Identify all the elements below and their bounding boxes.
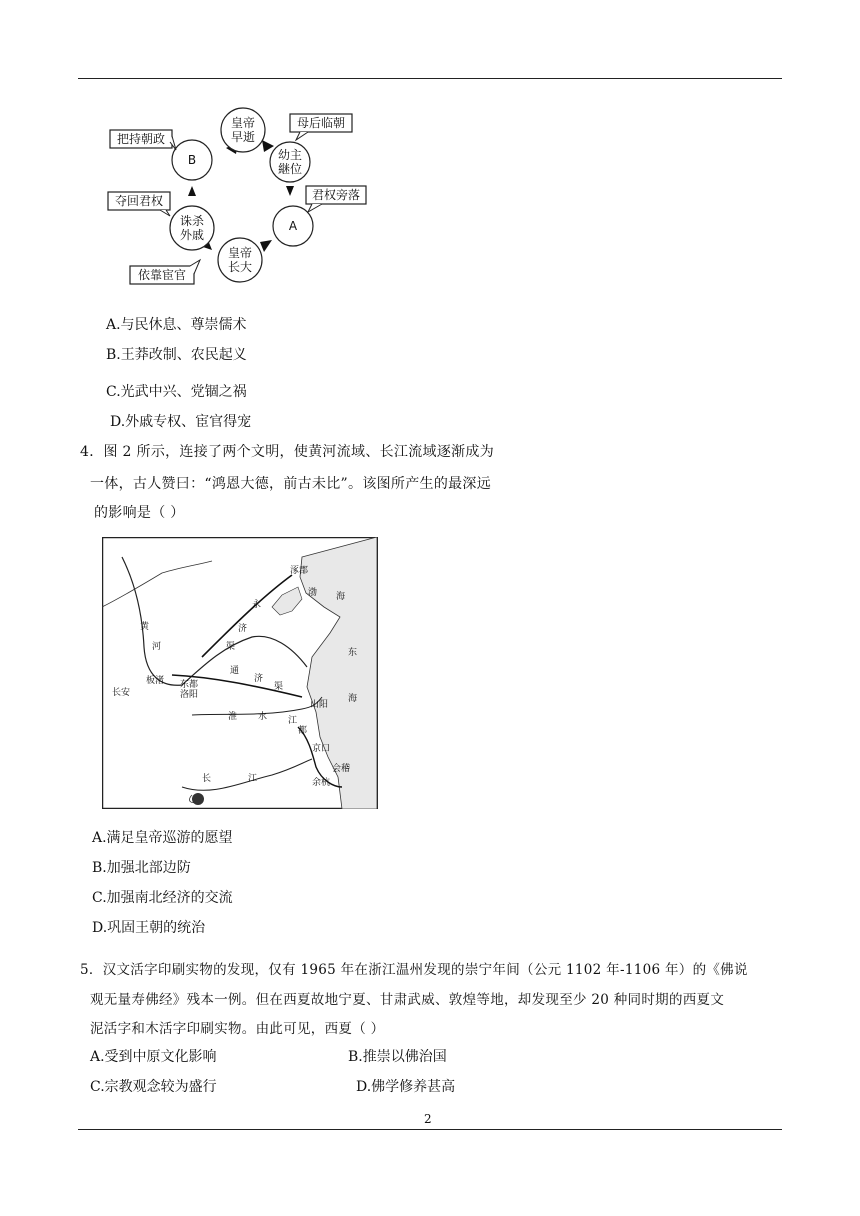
- node-young-ruler-line1: 幼主: [277, 148, 303, 162]
- map-qu2: 渠: [274, 682, 284, 692]
- map-huang: 黄: [140, 622, 150, 632]
- tag-control-gov: 把持朝政: [116, 132, 166, 146]
- node-a-label: A: [288, 219, 298, 233]
- header-rule: [78, 78, 782, 79]
- map-du: 都: [298, 726, 308, 736]
- map-luoyang: 洛阳: [180, 690, 199, 700]
- grand-canal-map: [102, 537, 378, 809]
- arrow-icon: [262, 140, 274, 152]
- map-huai: 淮: [228, 712, 238, 722]
- arrow-icon: [188, 186, 196, 196]
- q5-option-d: D.佛学修养甚高: [356, 1079, 456, 1095]
- q4-stem-line1: 4．图 2 所示，连接了两个文明，使黄河流域、长江流域逐渐成为: [80, 444, 495, 460]
- q4-option-d: D.巩固王朝的统治: [92, 920, 206, 936]
- q3-option-a: A.与民休息、尊崇儒术: [106, 317, 247, 333]
- node-young-ruler-line2: 継位: [277, 162, 303, 176]
- arrow-icon: [260, 240, 272, 252]
- node-emperor-died-line1: 皇帝: [230, 116, 256, 130]
- map-east-capital: 东都: [180, 680, 199, 690]
- q3-option-b: B.王莽改制、农民起义: [106, 347, 247, 363]
- map-bo: 渤: [308, 588, 318, 598]
- map-qu: 渠: [226, 642, 236, 652]
- map-banzhou: 板渚: [146, 676, 165, 686]
- q5-stem-line3: 泥活字和木活字印刷实物。由此可见，西夏（ ）: [90, 1021, 385, 1037]
- q5-stem-line1: 5．汉文活字印刷实物的发现，仅有 1965 年在浙江温州发现的崇宁年间（公元 1102 年-1106 年）的《佛说: [80, 962, 748, 978]
- map-ji: 济: [238, 624, 248, 634]
- map-shanyang: 山阳: [310, 700, 329, 710]
- q4-stem-line2: 一体，古人赞曰：“鸿恩大德，前古未比”。该图所产生的最深远: [90, 476, 492, 492]
- node-emperor-grown-line2: 长大: [227, 260, 253, 274]
- map-hai: 海: [336, 592, 346, 602]
- q5-stem-line2: 观无量寿佛经》残本一例。但在西夏故地宁夏、甘肃武威、敦煌等地，却发现至少 20 种同时期的西夏文: [90, 992, 725, 1008]
- map-jiang2: 江: [248, 774, 258, 784]
- node-kill-relatives-line1: 诛杀: [179, 214, 205, 228]
- q4-option-c: C.加强南北经济的交流: [92, 890, 233, 906]
- q3-option-c: C.光武中兴、党锢之祸: [106, 384, 247, 400]
- page-number: 2: [424, 1112, 432, 1126]
- node-b-label: B: [187, 153, 197, 167]
- map-chang: 长: [202, 774, 212, 784]
- map-shui: 水: [258, 712, 268, 722]
- tag-mother-regent: 母后临朝: [296, 116, 346, 130]
- node-emperor-died-line2: 早逝: [230, 130, 256, 144]
- tag-power-decline: 君权旁落: [311, 188, 361, 202]
- map-kuaiji: 会稽: [332, 764, 351, 774]
- map-changan: 长安: [112, 688, 131, 698]
- map-yuhang: 余杭: [312, 778, 331, 788]
- tag-rely-eunuch: 依靠宦官: [137, 268, 187, 282]
- political-cycle-diagram: [100, 100, 380, 300]
- node-emperor-grown-line1: 皇帝: [227, 246, 253, 260]
- map-he: 河: [152, 642, 162, 652]
- q4-option-a: A.满足皇帝巡游的愿望: [92, 830, 233, 846]
- map-tong: 通: [230, 666, 240, 676]
- map-zhuojun: 涿郡: [290, 566, 309, 576]
- map-bian: 济: [254, 674, 264, 684]
- map-hai2: 海: [348, 694, 358, 704]
- map-yong: 永: [252, 600, 262, 610]
- arrow-icon: [286, 186, 294, 196]
- map-jiang: 江: [288, 716, 298, 726]
- map-dong: 东: [348, 648, 358, 658]
- q5-option-c: C.宗教观念较为盛行: [90, 1079, 217, 1095]
- node-kill-relatives-line2: 外戚: [179, 228, 205, 242]
- q4-stem-line3: 的影响是（ ）: [94, 505, 185, 521]
- q4-option-b: B.加强北部边防: [92, 860, 191, 876]
- footer-rule: [78, 1129, 782, 1130]
- q5-option-a: A.受到中原文化影响: [90, 1049, 217, 1065]
- q3-option-d: D.外戚专权、宦官得宠: [110, 414, 252, 430]
- q5-option-b: B.推崇以佛治国: [348, 1049, 447, 1065]
- tag-regain-power: 夺回君权: [114, 194, 164, 208]
- map-jingkou: 京口: [312, 744, 331, 754]
